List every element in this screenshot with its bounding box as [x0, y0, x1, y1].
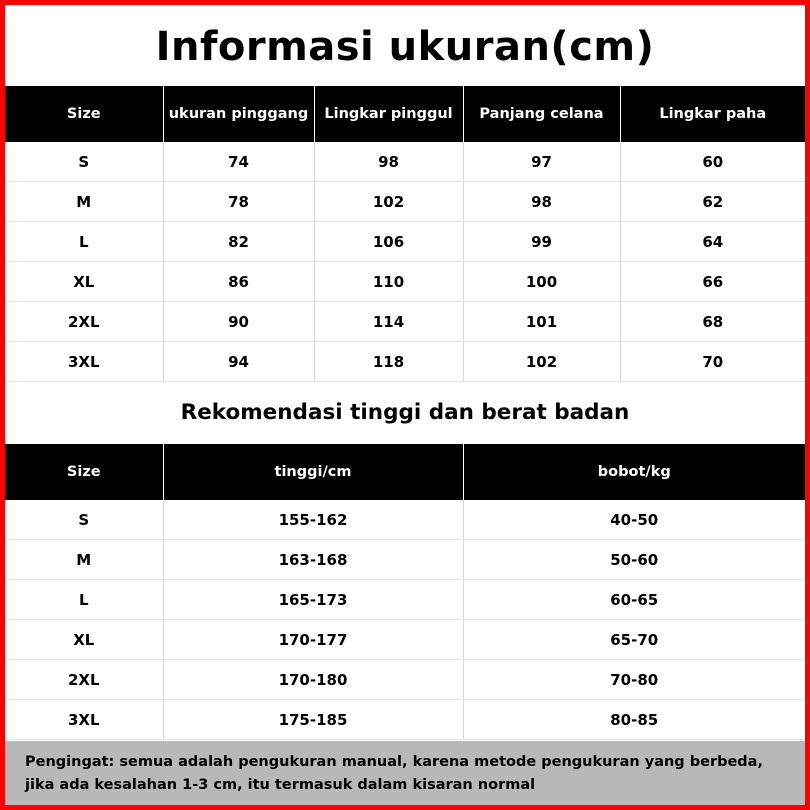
- waist-cell: 74: [163, 142, 314, 182]
- size-header: Size: [5, 86, 163, 142]
- size-cell: L: [5, 580, 163, 620]
- table-row: [5, 700, 805, 740]
- size-cell: XL: [5, 262, 163, 302]
- thigh-cell: 62: [620, 182, 805, 222]
- size-cell: M: [5, 182, 163, 222]
- hip-cell: 102: [314, 182, 463, 222]
- height-cell: 170-177: [163, 620, 463, 660]
- waist-cell: 90: [163, 302, 314, 342]
- weight-cell: 60-65: [463, 580, 805, 620]
- height-cell: 175-185: [163, 700, 463, 740]
- waist-cell: 82: [163, 222, 314, 262]
- size-cell: S: [5, 500, 163, 540]
- recommendation-title: Rekomendasi tinggi dan berat badan: [180, 400, 630, 425]
- size-cell: 3XL: [5, 342, 163, 382]
- hip-cell: 98: [314, 142, 463, 182]
- pants-length-cell: 100: [463, 262, 620, 302]
- table-row: [5, 660, 805, 700]
- table-row: [5, 620, 805, 660]
- hip-cell: 114: [314, 302, 463, 342]
- waist-cell: 94: [163, 342, 314, 382]
- size-cell: 2XL: [5, 302, 163, 342]
- table-row: [5, 580, 805, 620]
- height-cell: 155-162: [163, 500, 463, 540]
- size-cell: 2XL: [5, 660, 163, 700]
- thigh-header: Lingkar paha: [620, 86, 805, 142]
- weight-cell: 65-70: [463, 620, 805, 660]
- thigh-cell: 68: [620, 302, 805, 342]
- table-row: [5, 302, 805, 342]
- pants-length-cell: 98: [463, 182, 620, 222]
- height-cell: 163-168: [163, 540, 463, 580]
- pants-length-cell: 99: [463, 222, 620, 262]
- measurement-note: Pengingat: semua adalah pengukuran manual, karena metode pengukuran yang berbeda, jika ada kesalahan 1-3 cm, itu termasuk dalam kisaran normal: [5, 741, 805, 805]
- weight-cell: 70-80: [463, 660, 805, 700]
- height-cell: 170-180: [163, 660, 463, 700]
- weight-cell: 40-50: [463, 500, 805, 540]
- pants-length-cell: 101: [463, 302, 620, 342]
- height-cell: 165-173: [163, 580, 463, 620]
- thigh-cell: 64: [620, 222, 805, 262]
- page-title: Informasi ukuran(cm): [155, 24, 655, 70]
- weight-cell: 50-60: [463, 540, 805, 580]
- thigh-cell: 60: [620, 142, 805, 182]
- table-row: [5, 500, 805, 540]
- recommendation-header-row: [5, 444, 805, 500]
- table-row: [5, 222, 805, 262]
- thigh-cell: 66: [620, 262, 805, 302]
- hip-header: Lingkar pinggul: [314, 86, 463, 142]
- waist-cell: 78: [163, 182, 314, 222]
- recommendation-table: [5, 444, 805, 740]
- size-header: Size: [5, 444, 163, 500]
- size-cell: 3XL: [5, 700, 163, 740]
- waist-cell: 86: [163, 262, 314, 302]
- pants-length-header: Panjang celana: [463, 86, 620, 142]
- thigh-cell: 70: [620, 342, 805, 382]
- weight-header: bobot/kg: [463, 444, 805, 500]
- hip-cell: 110: [314, 262, 463, 302]
- weight-cell: 80-85: [463, 700, 805, 740]
- hip-cell: 118: [314, 342, 463, 382]
- table-row: [5, 182, 805, 222]
- size-table: [5, 86, 805, 382]
- pants-length-cell: 102: [463, 342, 620, 382]
- table-row: [5, 142, 805, 182]
- size-cell: S: [5, 142, 163, 182]
- waist-header: ukuran pinggang: [163, 86, 314, 142]
- size-cell: L: [5, 222, 163, 262]
- size-cell: XL: [5, 620, 163, 660]
- height-header: tinggi/cm: [163, 444, 463, 500]
- table-row: [5, 540, 805, 580]
- pants-length-cell: 97: [463, 142, 620, 182]
- table-row: [5, 342, 805, 382]
- table-row: [5, 262, 805, 302]
- size-cell: M: [5, 540, 163, 580]
- size-table-header-row: [5, 86, 805, 142]
- hip-cell: 106: [314, 222, 463, 262]
